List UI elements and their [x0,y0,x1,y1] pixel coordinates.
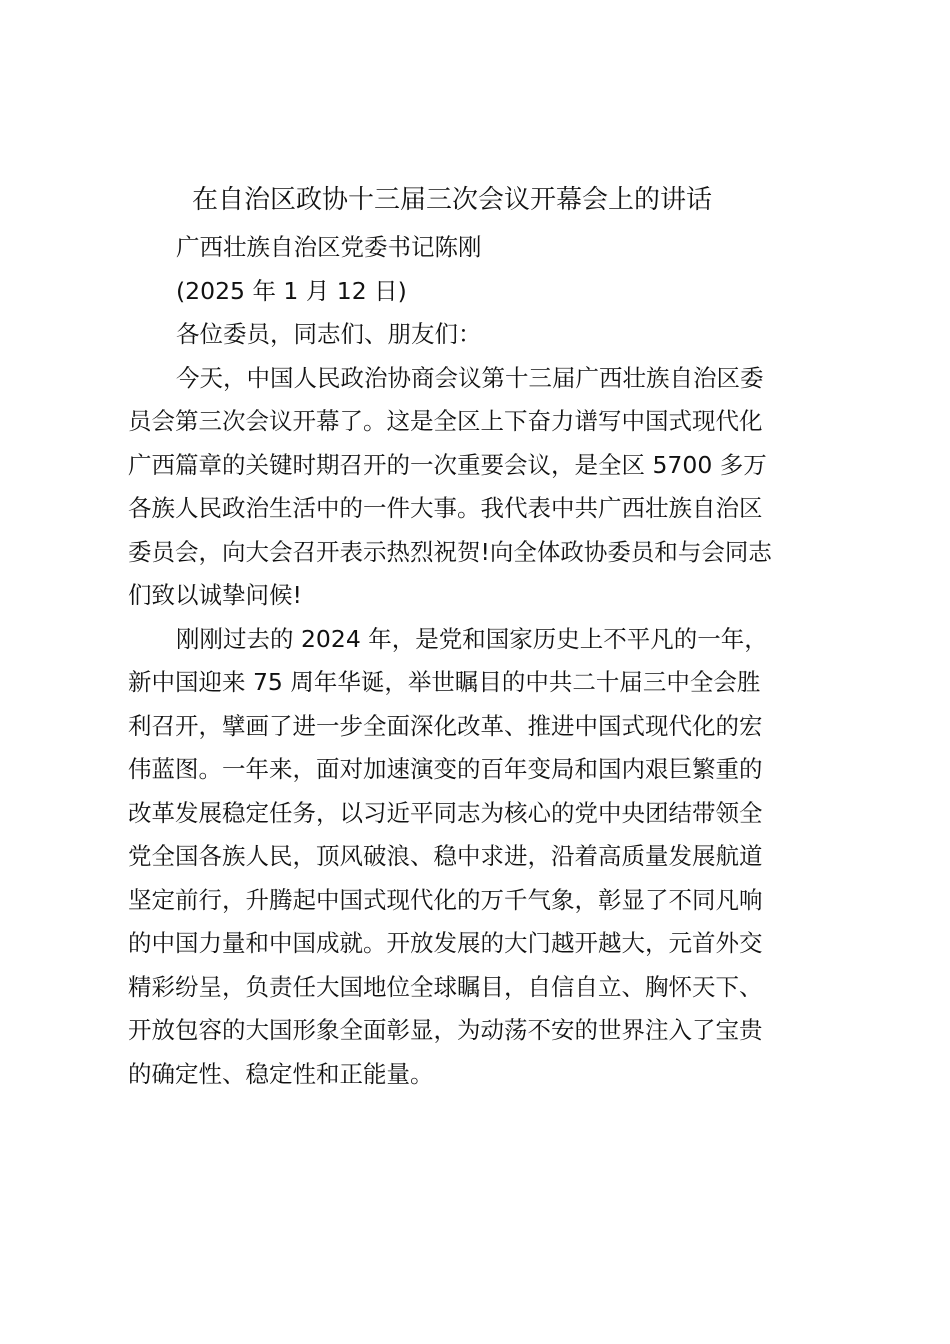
paragraph-line: 委员会，向大会召开表示热烈祝贺!向全体政协委员和与会同志 [128,537,772,566]
paragraph [128,618,828,1097]
paragraph-line: 的中国力量和中国成就。开放发展的大门越开越大，元首外交 [128,929,763,957]
paragraph-line: 利召开，擘画了进一步全面深化改革、推进中国式现代化的宏 [128,711,763,740]
paragraph-line: 精彩纷呈，负责任大国地位全球瞩目，自信自立、胸怀天下、 [128,972,763,1001]
paragraph-line: 各族人民政治生活中的一件大事。我代表中共广西壮族自治区 [128,494,763,522]
paragraph-line: 坚定前行，升腾起中国式现代化的万千气象，彰显了不同凡响 [128,885,763,914]
paragraph-line: 伟蓝图。一年来，面对加速演变的百年变局和国内艰巨繁重的 [128,755,763,783]
paragraph-line: 开放包容的大国形象全面彰显，为动荡不安的世界注入了宝贵 [128,1016,763,1044]
paragraph-line: 的确定性、稳定性和正能量。 [128,1059,434,1088]
paragraph-line: 党全国各族人民，顶风破浪、稳中求进，沿着高质量发展航道 [128,842,763,870]
paragraph [128,357,828,618]
salutation: 各位委员，同志们、朋友们： [176,320,482,348]
document-title: 在自治区政协十三届三次会议开幕会上的讲话 [192,185,713,215]
paragraph-line: 刚刚过去的 2024 年，是党和国家历史上不平凡的一年， [176,624,768,653]
paragraph-line: 们致以诚挚问候! [128,581,302,609]
paragraph-line: 新中国迎来 75 周年华诞，举世瞩目的中共二十届三中全会胜 [128,668,761,696]
speaker-line: 广西壮族自治区党委书记陈刚 [176,233,482,261]
date-line: (2025 年 1 月 12 日) [176,276,407,305]
document-body [128,178,828,1096]
paragraph-line: 今天，中国人民政治协商会议第十三届广西壮族自治区委 [176,363,764,392]
paragraph-line: 广西篇章的关键时期召开的一次重要会议，是全区 5700 多万 [128,450,767,479]
paragraph-line: 员会第三次会议开幕了。这是全区上下奋力谱写中国式现代化 [128,407,763,435]
paragraph-line: 改革发展稳定任务，以习近平同志为核心的党中央团结带领全 [128,798,763,827]
